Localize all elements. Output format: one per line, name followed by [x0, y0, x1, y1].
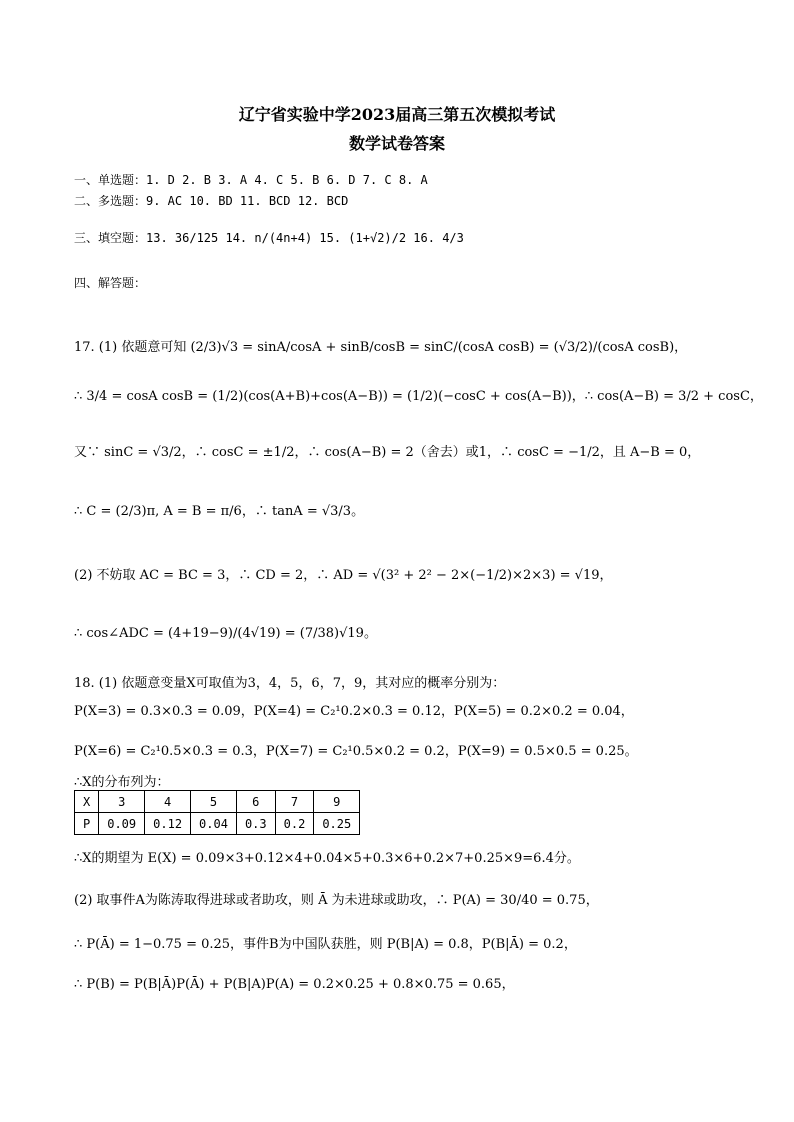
table-cell: 0.2 [275, 813, 314, 835]
q18-line-1: 18. (1) 依题意变量X可取值为3，4，5，6，7，9，其对应的概率分别为： [74, 676, 506, 691]
doc-title: 辽宁省实验中学2023届高三第五次模拟考试 [238, 105, 556, 124]
table-cell: 0.12 [145, 813, 191, 835]
q17-line-5: (2) 不妨取 AC = BC = 3，∴ CD = 2，∴ AD = √(3² + 2² − 2×(−1/2)×2×3) = √19， [74, 568, 613, 583]
table-cell: 9 [314, 791, 360, 813]
q17-line-6: ∴ cos∠ADC = (4+19−9)/(4√19) = (7/38)√19。 [74, 626, 377, 641]
q17-line-2: ∴ 3/4 = cosA cosB = (1/2)(cos(A+B)+cos(A−B)) = (1/2)(−cosC + cos(A−B))，∴ cos(A−B) = 3/2 + cosC， [74, 389, 763, 404]
distribution-table [74, 790, 360, 835]
solve-heading: 四、解答题： [74, 276, 147, 290]
q17-line-3: 又∵ sinC = √3/2，∴ cosC = ±1/2，∴ cos(A−B) = 2（舍去）或1，∴ cosC = −1/2，且 A−B = 0， [74, 445, 701, 460]
table-cell: 7 [275, 791, 314, 813]
table-cell: 3 [99, 791, 145, 813]
q18-line-5: ∴X的期望为 E(X) = 0.09×3+0.12×4+0.04×5+0.3×6+0.2×7+0.25×9=6.4分。 [74, 851, 580, 866]
answers-fill-in: 三、填空题：13. 36/125 14. n/(4n+4) 15. (1+√2)/2 16. 4/3 [74, 231, 464, 245]
table-row [75, 813, 360, 835]
table-cell: X [75, 791, 99, 813]
answers-multi-choice: 二、多选题：9. AC 10. BD 11. BCD 12. BCD [74, 194, 349, 208]
q17-line-1: 17. (1) 依题意可知 (2/3)√3 = sinA/cosA + sinB/cosB = sinC/(cosA cosB) = (√3/2)/(cosA cosB)， [74, 340, 688, 355]
doc-subtitle: 数学试卷答案 [348, 134, 445, 153]
table-cell: 5 [191, 791, 237, 813]
q18-line-6: (2) 取事件A为陈涛取得进球或者助攻，则 Ā 为未进球或助攻，∴ P(A) = 30/40 = 0.75， [74, 893, 599, 908]
table-row [75, 791, 360, 813]
q18-line-2: P(X=3) = 0.3×0.3 = 0.09，P(X=4) = C₂¹0.2×0.3 = 0.12，P(X=5) = 0.2×0.2 = 0.04， [74, 704, 634, 719]
q17-line-4: ∴ C = (2/3)π, A = B = π/6，∴ tanA = √3/3。 [74, 504, 365, 519]
table-cell: 4 [145, 791, 191, 813]
table-cell: 0.04 [191, 813, 237, 835]
table-cell: 6 [236, 791, 275, 813]
q18-line-3: P(X=6) = C₂¹0.5×0.3 = 0.3，P(X=7) = C₂¹0.5×0.2 = 0.2，P(X=9) = 0.5×0.5 = 0.25。 [74, 744, 638, 759]
table-cell: P [75, 813, 99, 835]
table-cell: 0.25 [314, 813, 360, 835]
q18-line-7: ∴ P(Ā) = 1−0.75 = 0.25，事件B为中国队获胜，则 P(B|A) = 0.8，P(B|Ā) = 0.2， [74, 937, 577, 952]
table-cell: 0.3 [236, 813, 275, 835]
q18-line-8: ∴ P(B) = P(B|Ā)P(Ā) + P(B|A)P(A) = 0.2×0.25 + 0.8×0.75 = 0.65， [74, 977, 515, 992]
table-cell: 0.09 [99, 813, 145, 835]
q18-line-4: ∴X的分布列为： [74, 775, 170, 790]
answers-single-choice: 一、单选题：1. D 2. B 3. A 4. C 5. B 6. D 7. C 8. A [74, 173, 428, 187]
